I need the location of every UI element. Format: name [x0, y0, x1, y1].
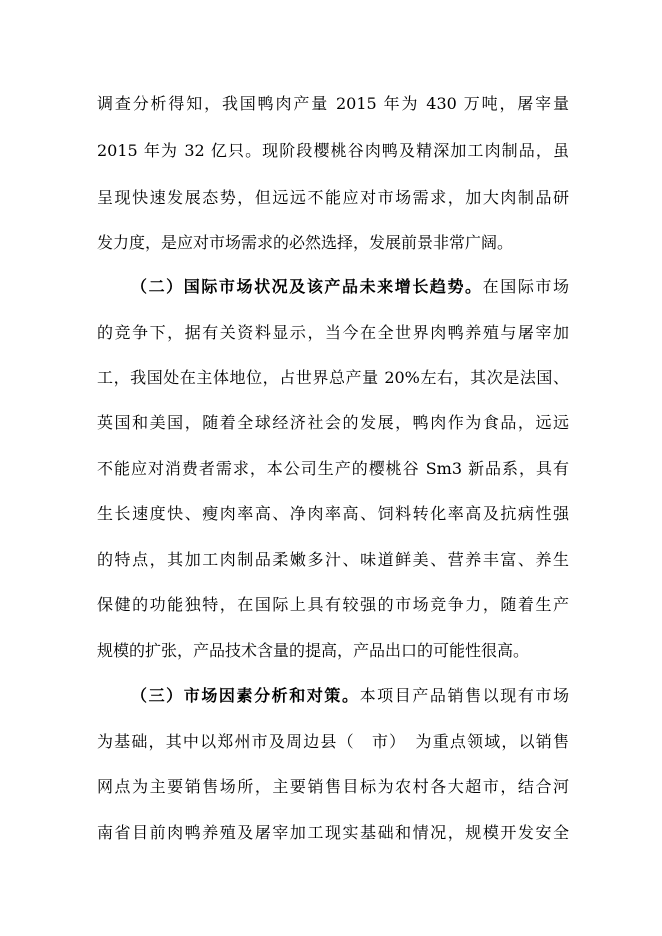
section-3-line-3: 网点为主要销售场所，主要销售目标为农村各大超市，结合河: [97, 777, 569, 796]
section-2-line-3: 工，我国处在主体地位，占世界总产量 20%左右，其次是法国、: [97, 368, 569, 387]
section-2-line-2: 的竞争下，据有关资料显示，当今在全世界肉鸭养殖与屠宰加: [97, 323, 569, 342]
section-2-line-5: 不能应对消费者需求，本公司生产的樱桃谷 Sm3 新品系，具有: [97, 459, 569, 478]
section-2-line-8: 保健的功能独特，在国际上具有较强的市场竞争力，随着生产: [97, 595, 569, 614]
section-2-line-6: 生长速度快、瘦肉率高、净肉率高、饲料转化率高及抗病性强: [97, 504, 569, 523]
section-2-line-9: 规模的扩张，产品技术含量的提高，产品出口的可能性很高。: [97, 641, 530, 660]
section-2-line-7: 的特点，其加工肉制品柔嫩多汁、味道鲜美、营养丰富、养生: [97, 550, 569, 569]
paragraph-1-line-1: 调查分析得知，我国鸭肉产量 2015 年为 430 万吨，屠宰量: [97, 94, 569, 113]
section-3-line-2: 为基础，其中以郑州市及周边县（ 市） 为重点领域，以销售: [97, 732, 569, 751]
section-2-heading: （二）国际市场状况及该产品未来增长趋势。: [131, 277, 483, 296]
section-3-line-4: 南省目前肉鸭养殖及屠宰加工现实基础和情况，规模开发安全: [97, 823, 569, 842]
paragraph-1-line-3: 呈现快速发展态势，但远远不能应对市场需求，加大肉制品研: [97, 188, 569, 207]
section-2-first-line: [131, 272, 569, 302]
paragraph-1-line-2: 2015 年为 32 亿只。现阶段樱桃谷肉鸭及精深加工肉制品，虽: [97, 141, 569, 160]
section-3-first-line-text: 本项目产品销售以现有市场: [359, 686, 569, 705]
paragraph-1-line-4: 发力度，是应对市场需求的必然选择，发展前景非常广阔。: [97, 233, 514, 252]
section-3-first-line: [131, 681, 569, 711]
section-3-heading: （三）市场因素分析和对策。: [131, 686, 360, 705]
section-2-line-4: 英国和美国，随着全球经济社会的发展，鸭肉作为食品，远远: [97, 413, 569, 432]
section-2-first-line-text: 在国际市场: [482, 277, 569, 296]
